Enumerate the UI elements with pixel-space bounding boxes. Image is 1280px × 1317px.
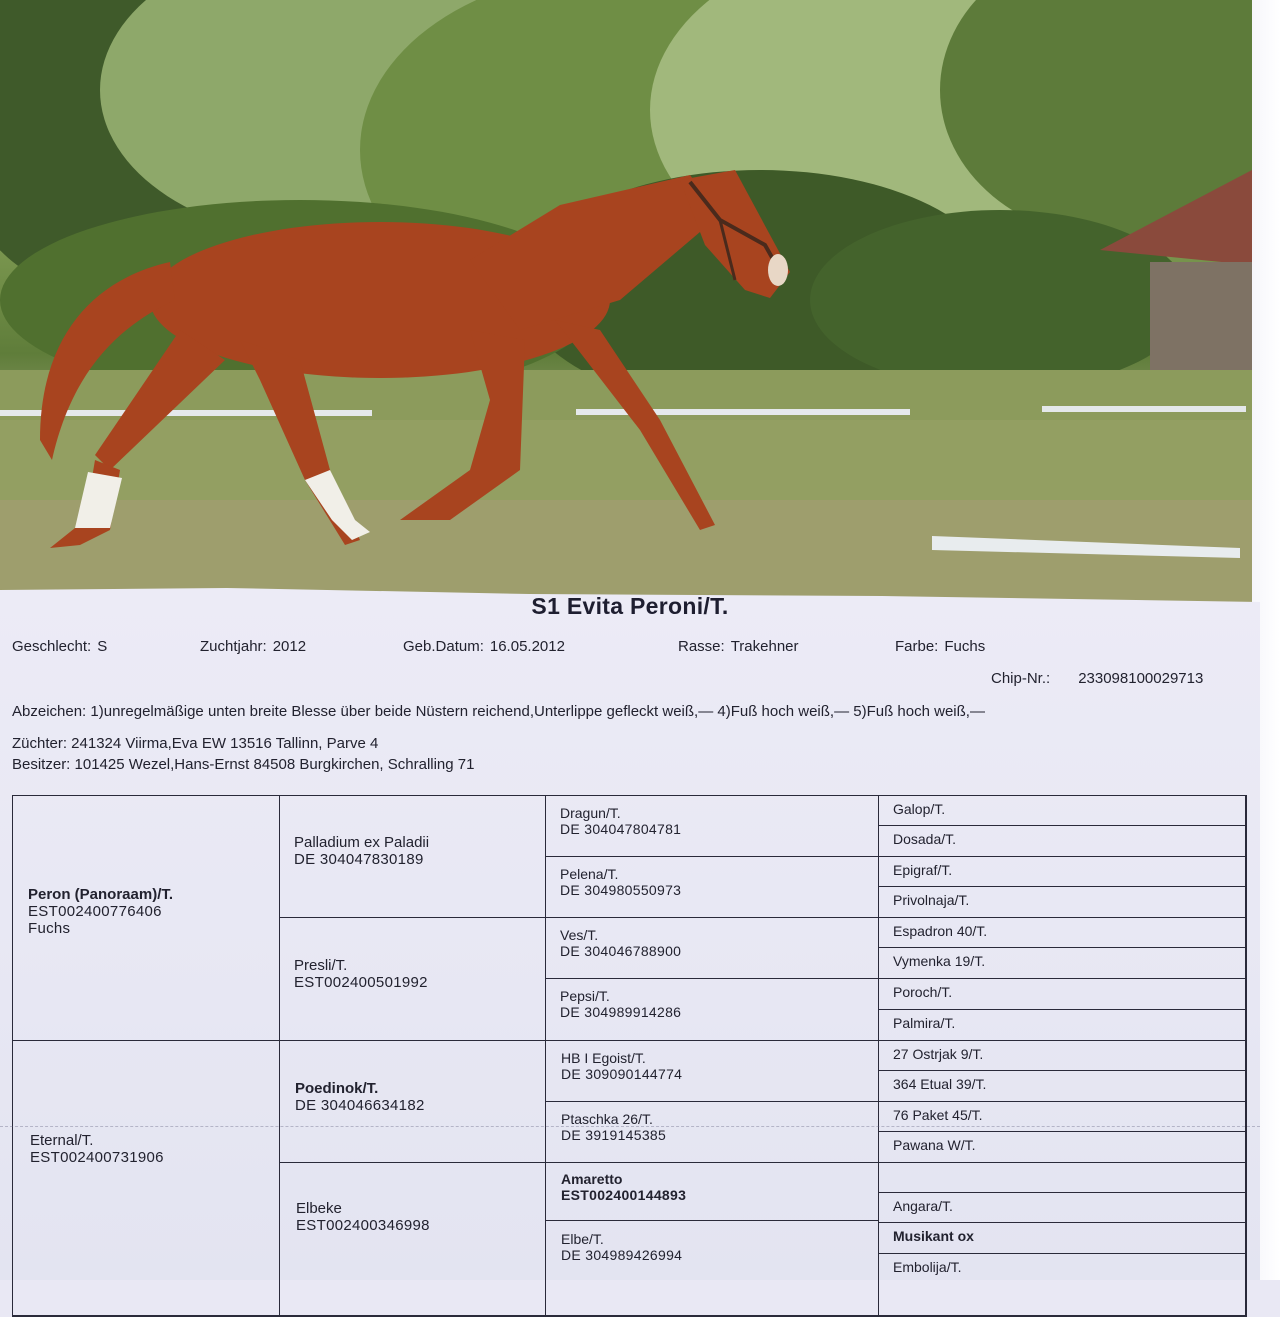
gen4-cell: Epigraf/T. [879,857,1246,887]
gen4-cell: 364 Etual 39/T. [879,1071,1246,1102]
gen4-cell [879,1163,1246,1193]
gen4-cell: 27 Ostrjak 9/T. [879,1041,1246,1071]
gen2-name: Elbeke [296,1200,342,1217]
gen3-cell [546,1163,879,1221]
gen3-number: DE 304046788900 [560,943,682,959]
gen2-number: DE 304046634182 [295,1097,425,1114]
dob-value: 16.05.2012 [489,638,565,655]
gen2-number: EST002400346998 [296,1217,430,1234]
sire-cell [13,796,280,1041]
gen3-number: DE 304980550973 [560,882,682,898]
gen2-cell [280,796,546,918]
gen3-name: Dragun/T. [560,805,621,821]
gen3-cell [546,796,879,857]
dam-name: Eternal/T. [30,1132,94,1149]
gen3-number: DE 304989914286 [560,1004,682,1020]
gen4-cell: Dosada/T. [879,826,1246,857]
gen3-cell [546,857,879,918]
gen2-name: Presli/T. [294,957,348,974]
year-field [200,638,306,655]
markings-text: Abzeichen: 1)unregelmäßige unten breite Blesse über beide Nüstern reichend,Unterlippe gefleckt weiß,— 4)Fuß hoch weiß,— 5)Fuß hoch weiß,— [12,703,985,720]
gen3-cell [546,1041,879,1102]
gen3-name: HB I Egoist/T. [561,1050,646,1066]
dam-cell [13,1041,280,1316]
gen4-cell: Privolnaja/T. [879,887,1246,918]
gen3-number: DE 304989426994 [561,1247,683,1263]
gen4-cell: Angara/T. [879,1193,1246,1223]
gen3-number: EST002400144893 [561,1187,687,1203]
gen4-cell: Palmira/T. [879,1010,1246,1041]
sire-name: Peron (Panoraam)/T. [28,886,174,903]
gen2-cell [280,1041,546,1163]
gen4-cell: Embolija/T. [879,1254,1246,1316]
chip-field [991,670,1203,687]
gen3-name: Pelena/T. [560,866,619,882]
gen4-cell: Vymenka 19/T. [879,948,1246,979]
dam-number: EST002400731906 [30,1149,164,1166]
sire-color: Fuchs [28,920,71,937]
breeder-text: Züchter: 241324 Viirma,Eva EW 13516 Tallinn, Parve 4 [12,735,379,752]
gen3-number: DE 309090144774 [561,1066,683,1082]
gen2-number: DE 304047830189 [294,851,424,868]
breed-label: Rasse: [678,638,725,655]
sex-value: S [97,638,108,655]
gen4-cell: Galop/T. [879,796,1246,826]
gen3-name: Ptaschka 26/T. [561,1111,653,1127]
horse-photo-illustration [0,0,1252,610]
gen2-name: Palladium ex Paladii [294,834,430,851]
owner-text: Besitzer: 101425 Wezel,Hans-Ernst 84508 Burgkirchen, Schralling 71 [12,756,475,773]
sire-number: EST002400776406 [28,903,162,920]
dob-label: Geb.Datum: [403,638,484,655]
color-value: Fuchs [944,638,986,655]
gen3-cell [546,979,879,1041]
gen3-number: DE 3919145385 [561,1127,667,1143]
gen3-name: Amaretto [561,1171,623,1187]
color-label: Farbe: [895,638,939,655]
gen4-cell: Poroch/T. [879,979,1246,1010]
chip-label: Chip-Nr.: [991,670,1051,687]
dob-field [403,638,565,655]
gen4-cell: 76 Paket 45/T. [879,1102,1246,1132]
horse-photo [0,0,1252,610]
pedigree-table [12,795,1247,1317]
year-value: 2012 [272,638,307,655]
chip-value: 233098100029713 [1078,670,1204,687]
gen2-name: Poedinok/T. [295,1080,379,1097]
gen3-number: DE 304047804781 [560,821,682,837]
gen2-cell [280,1163,546,1316]
gen2-cell [280,918,546,1041]
sex-label: Geschlecht: [12,638,92,655]
breed-field [678,638,799,655]
gen2-number: EST002400501992 [294,974,428,991]
paper-fold-line [0,1126,1260,1127]
horse-title: S1 Evita Peroni/T. [531,593,729,619]
year-label: Zuchtjahr: [200,638,267,655]
sex-field [12,638,107,655]
gen4-cell: Musikant ox [879,1223,1246,1254]
gen4-cell: Pawana W/T. [879,1132,1246,1163]
gen3-name: Elbe/T. [561,1231,604,1247]
gen3-name: Pepsi/T. [560,988,610,1004]
color-field [895,638,985,655]
breed-value: Trakehner [730,638,799,655]
gen3-cell [546,1102,879,1163]
gen3-cell [546,1221,879,1316]
gen3-cell [546,918,879,979]
gen4-cell: Espadron 40/T. [879,918,1246,948]
gen3-name: Ves/T. [560,927,599,943]
